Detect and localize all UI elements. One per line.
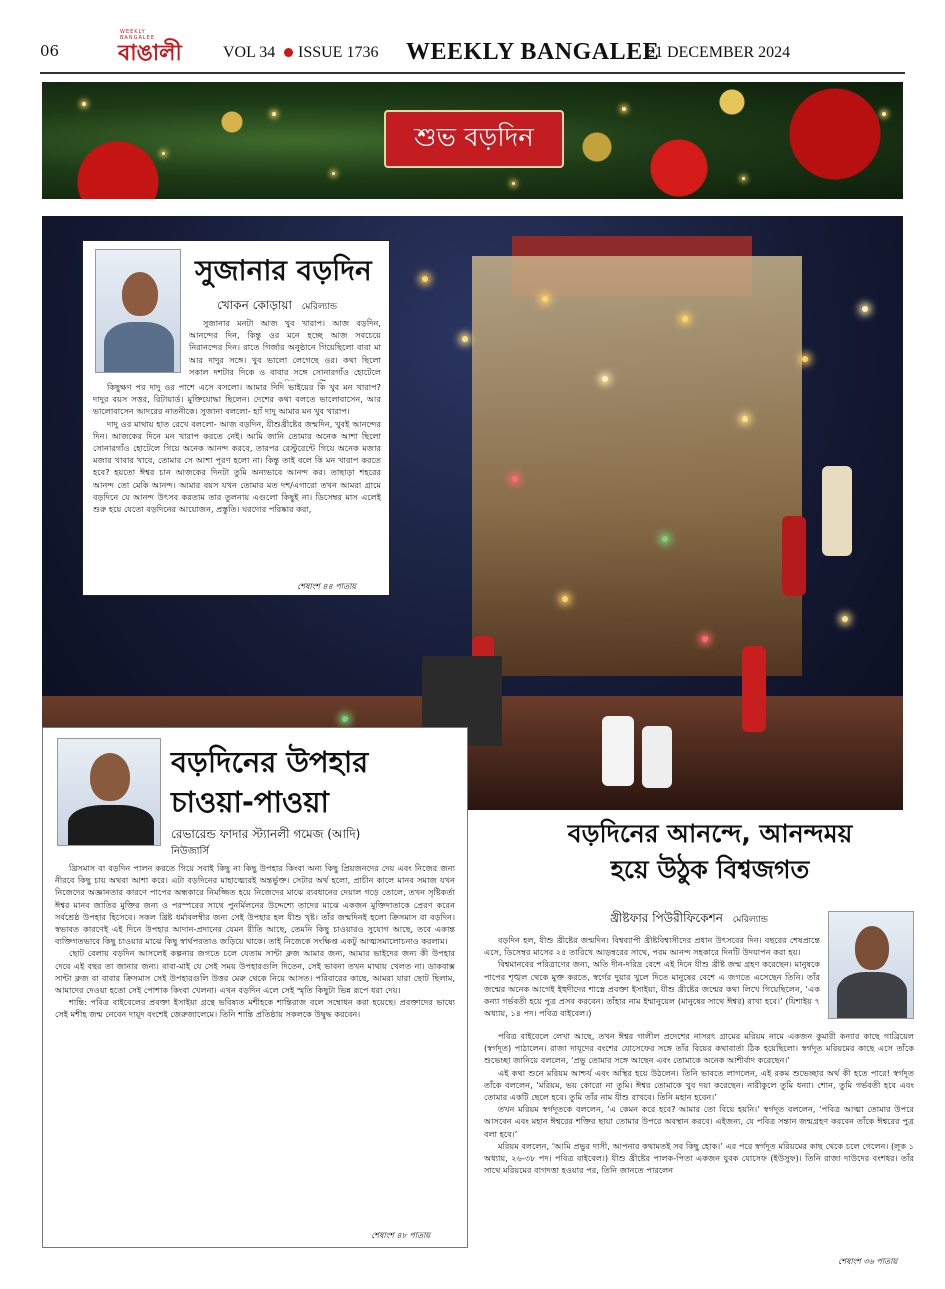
author-photo-father-stanley: [57, 738, 161, 846]
christmas-banner: [42, 82, 903, 199]
article-c-author: খ্রীষ্টফার পিউরীফিকেশন: [610, 911, 723, 925]
article-b-body: খ্রিসমাস বা বড়দিন পালন করতে গিয়ে সবাই কিছু না কিছু উপহার কিংবা অন্য কিছু প্রিয়জনদের দেয় এবং নিজের জন্য নীরবে কিছু চায় অথবা আশা করে। এটা বড়দিনের মাহাত্ম্যেরই অন্তর্ভুক্ত। সেটার অর্থ হলো, প্রাচীন কালে মানব সমাজ যখন নিজেদের অজ্ঞানতার কারণে পাপের অন্ধকারে নিমজ্জিত হয়ে নিজেদের মাঝে ব্যবধানের দেয়াল গড়ে তোলে, তখন সৃষ্টিকর্তা ঈশ্বর মানব জাতির মুক্তির জন্য ও পরস্পরের সাথে পুনর্মিলনের উদ্দেশ্যে তাদের মাঝে একজন মুক্তিদাতাকে প্রেরণ করেন সর্বশ্রেষ্ঠ উপহার হিসেবে। সকল খ্রিষ্ট ধর্মাবলম্বীর জন্য সেই উপহার হল যীশু খৃষ্ট। তাঁর জন্মদিনই হলো ক্রিসমাস বা বড়দিন। স্বভাবত কারণেই এই দিনে উপহার আদান-প্রদানের যেমন রীতি আছে, তেমনি কিছু চাওয়ারও সুযোগ আছে, তবে একান্ত ব্যক্তিগতভাবে কিছু চাওয়ার মাঝে কিছু স্বার্থপরতাও জড়িয়ে থাকে। তাই নিজেকে সংক্ষিপ্ত একটু আত্মসমালোচনাও করলাম। ছোট বেলায় বড়দিন আসলেই কল্পনার জগতে চলে যেতাম সান্টা ক্লজ আমার জন্য, আমার ভাইদের জন্য কী উপহার দেবে এই বছর তা জানার জন্য। বাবা-মাই যে সেই সময় উপহারগুলি দিতেন, সেই ভাবনা তখন মাথায় খেলত না। ডাকবাক্স সান্টা ক্লজ বা বাবার ক্রিসমাস সেই উপহারগুলি উত্তর মেরু থেকে নিয়ে আসত। পরিবারের কাছে, আমরা যারা ছোট ছিলাম, আমাদের দেওয়া হতো সেই পোশাক কিংবা খেলনা। এখন বড়দিন এলে সেই স্মৃতি কিছুটা ভিন্ন রূপে ধরা দেয়। শান্তি: পবিত্র বাইবেলের প্রবক্তা ইসাইয়া গ্রন্থে ভবিষ্যত মশীহকে শান্তিরাজ বলে সম্বোধন করা হয়েছে। প্রবক্তাদের ভাষ্যে সেই মশীহ জন্ম নেবেন দায়ূদ বংশেই জেরুজালেমে। তিনি শান্তি প্রতিষ্ঠায় সকলকে উদ্বুদ্ধ করবেন।: [55, 863, 455, 1020]
article-a-author: খোকন কোড়ায়া: [217, 298, 292, 312]
author-photo-khokon: [95, 249, 181, 373]
article-a-body-top: সুজানার মনটা আজ খুব খারাপ। আজ বড়দিন, আনন্দের দিন, কিন্তু ওর মনে হচ্ছে আজ সবচেয়ে নিরানন্দের দিন। রাতে গির্জার অনুষ্ঠানে গিয়েছিলো বাবা মা আর দাদুর সঙ্গে। খুব ভালো লেগেছে ওর। কথা ছিলো সকাল দশটার দিকে ও বাবার সঙ্গে সোনারগাঁও হোটেলে: [189, 318, 381, 377]
article-c-body-top: বড়দিন হল, যীশু খ্রীষ্টের জন্মদিন। বিশ্বব্যাপী খ্রীষ্টবিশ্বাসীদের প্রধান উৎসবের দিন। বছরের শেষপ্রান্তে এসে, ডিসেম্বর মাসের ২৫ তারিখে আড়ম্বরের সাথে, পরম আনন্দ সহকারে দিনটি উদযাপন করা হয়। বিশ্বমানবের পরিত্রাণের জন্য, অতি দীন-দরিদ্র বেশে এই দিনে যীশু খ্রীষ্ট জন্ম গ্রহণ করেছেন। মানুষকে পাপের শৃঙ্খল থেকে মুক্ত করতে, স্বর্গের দুয়ার খুলে দিতে মানুষের বেশে এ জগতে এসেছেন তিনি। তাঁর জন্মের অনেক আগেই ইহুদীদের শাস্ত্রে প্রবক্তা ইসাইয়া, যীশু খ্রীষ্টের জন্মের কথা লিখে গিয়েছিলেন, ‘এক কন্যা গর্ভবতী হয়ে পুত্র প্রসব করবেন। তাঁহার নাম ইম্মানুয়েল (মানুষের সাথে ঈশ্বর) রাখা হবে।’ (যিশাইয় ৭ অধ্যায়, ১৪ পদ। পবিত্র বাইবেল।): [484, 935, 820, 1019]
issue-date: 21 DECEMBER 2024: [647, 44, 791, 61]
separator-dot-icon: [284, 48, 293, 57]
article-b-location: নিউজার্সি: [171, 846, 209, 857]
banner-title-plate: [384, 110, 564, 168]
paper-name: WEEKLY BANGALEE: [406, 39, 660, 65]
article-c-continued: শেষাংশ ৩৬ পাতায়: [838, 1257, 898, 1266]
article-c-byline: [610, 910, 768, 930]
brand-logo: WEEKLY BANGALEE বাঙালী: [118, 29, 182, 66]
masthead: [40, 29, 905, 70]
article-b-headline: বড়দিনের উপহার চাওয়া-পাওয়া: [171, 745, 369, 819]
article-c-headline: বড়দিনের আনন্দে, আনন্দময় হয়ে উঠুক বিশ্বজগত: [567, 819, 853, 884]
article-a-continued: শেষাংশ ৪৪ পাতায়: [297, 582, 357, 591]
article-borodiner-upohar: [42, 727, 468, 1248]
article-c-body: পবিত্র বাইবেলে লেখা আছে, তখন ঈশ্বর গালীল প্রদেশের নাসরৎ গ্রামের মরিয়ম নামে একজন কুমারী কন্যার কাছে গাব্রিয়েল (স্বর্গদূত) পাঠালেন। রাজা দাযূদের বংশের যোসেফের সঙ্গে তাঁর বিয়ের কথাবার্তা ঠিক হয়েছিলো। স্বর্গদূত মরিয়মের কাছে এসে তাঁকে শুভেচ্ছা জানিয়ে বললেন, ‘প্রভু তোমার সঙ্গে আছেন এবং তোমাকে অনেক আশীর্বাদ করেছেন।’ এই কথা শুনে মরিয়ম আশ্চর্য এবং অস্থির হয়ে উঠলেন। তিনি ভাবতে লাগলেন, এই রকম শুভেচ্ছার অর্থ কী হতে পারে! স্বর্গদূত তাঁকে বললেন, ‘মরিয়ম, ভয় কোরো না তুমি। ঈশ্বর তোমাকে খুব দয়া করেছেন। নারীকুলে তুমি ধন্যা। শোন, তুমি গর্ভবতী হবে এবং তোমার একটি ছেলে হবে। তুমি তাঁর নাম যীশু রাখবে। তিনি মহান হবেন।’ তখন মরিয়ম স্বর্গদূতকে বললেন, ‘এ কেমন করে হবে? আমার তো বিয়ে হয়নি।’ স্বর্গদূত বললেন, ‘পবিত্র আত্মা তোমার উপরে আসবেন এবং মহান ঈশ্বরের শক্তির ছায়া তোমার উপরে অবস্থান করবে। এইজন্য, যে পবিত্র সন্তান জন্মগ্রহণ করবেন তাঁকে ঈশ্বরের পুত্র বলা হবে।’ মরিয়ম বললেন, ‘আমি প্রভুর দাসী, আপনার কথামতই সব কিছু হোক।’ এর পরে স্বর্গদূত মরিয়মের কাছ থেকে চলে গেলেন। (লূক ১ অধ্যায়, ২৬-৩৮ পদ। পবিত্র বাইবেল।) যীশু খ্রীষ্টের পালক-পিতা একজন যুবক যোসেফ (ইউসুফ)। তিনি রাজা দাউদের বংশধর। তাঁর সাথে মরিয়মের বাগদত্তা হওয়ার পর, তিনি জানতে পারলেন: [484, 1031, 914, 1176]
author-photo-christopher: [828, 911, 914, 1019]
article-a-location: মেরিল্যান্ড: [301, 302, 338, 312]
article-b-author: রেভারেন্ড ফাদার স্ট্যানলী গমেজ (আদি): [171, 827, 361, 841]
masthead-rule: [40, 72, 905, 74]
article-sujanar-borodin: [82, 240, 390, 596]
article-a-byline: [217, 297, 337, 317]
issue-label: ISSUE 1736: [298, 44, 379, 61]
page-number: 06: [40, 42, 60, 60]
article-b-continued: শেষাংশ ৪৮ পাতায়: [371, 1231, 431, 1240]
banner-title: শুভ বড়দিন: [414, 123, 534, 153]
article-a-headline: সুজানার বড়দিন: [195, 254, 372, 287]
decorated-house: [472, 256, 802, 676]
article-a-body: কিছুক্ষণ পর দাদু ওর পাশে এসে বসলো। আমার দিদি ভাইয়ের কি খুব মন খারাপ? দাদুর বয়স সত্তর, রিটায়ার্ড। মুক্তিযোদ্ধা ছিলেন। দেশের কথা বলতে ভালোবাসেন, আর ভালোবাসেন আদরের নাতনীকে। সুজানা বললো- হ্যাঁ দাদু আমার মন খুব খারাপ। দাদু ওর মাথায় হাত রেখে বললো- আজ বড়দিন, যীশুখ্রীষ্টের জন্মদিন, খুবই আনন্দের দিন। আজকের দিনে মন খারাপ করতে নেই। আমি জানি তোমার অনেক আশা ছিলো সোনারগাঁও হোটেলে গিয়ে অনেক আনন্দ করবে, তারপর রেস্টুরেন্টে গিয়ে অনেক মজার মজার খাবার খাবে, তোমার সে আশা পূরণ হলো না। কিন্তু তাই বলে কি মন খারাপ করতে হবে? হয়তো ঈশ্বর চান আজকের দিনটা তুমি অন্যভাবে আনন্দ কর। তাছাড়া শহরের আনন্দ তো মেকি আনন্দ। আমার বয়স যখন তোমার মত দশ/এগারো তখন আমরা গ্রামে বড়দিনে যে আনন্দ উৎসব করতাম তার তুলনায় এগুলো কিছুই না। ডিসেম্বর মাস এলেই শুরু হয়ে যেতো বড়দিনের আয়োজন, প্রস্তুতি। ঘরদোর পরিষ্কার করা,: [93, 382, 381, 515]
volume-label: VOL 34: [223, 44, 276, 61]
article-c-location: মেরিল্যান্ড: [732, 915, 768, 925]
